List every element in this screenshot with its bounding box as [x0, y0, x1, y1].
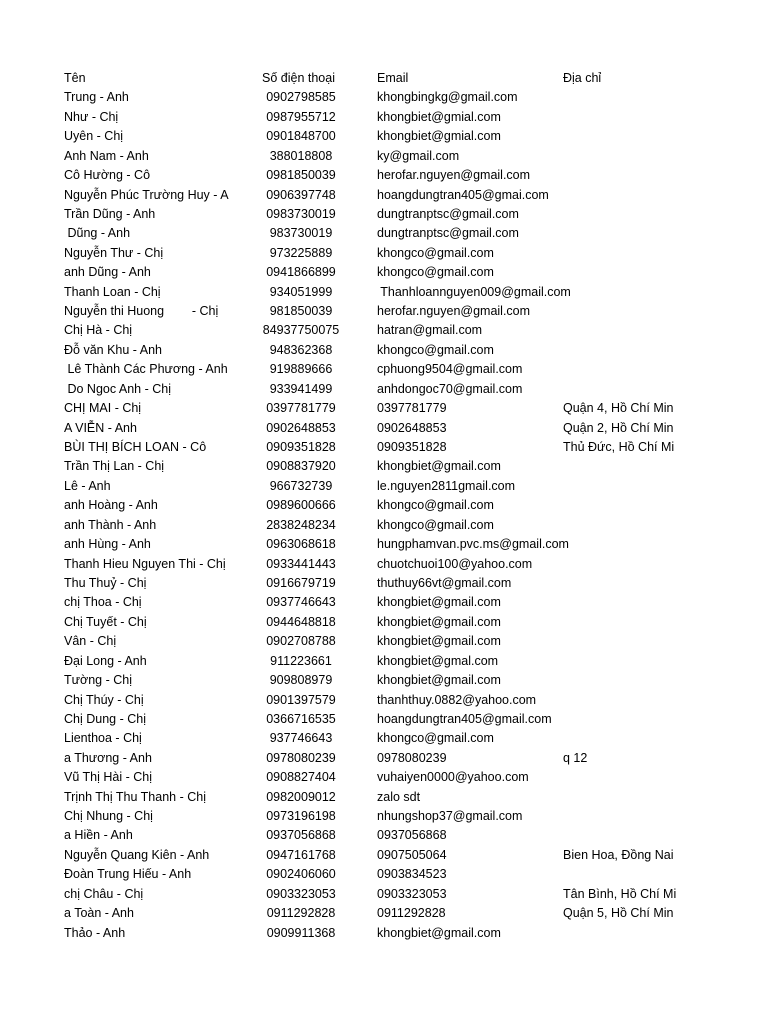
table-row — [64, 205, 519, 224]
table-row — [64, 496, 494, 515]
cell-name: a Hiền - Anh — [64, 828, 133, 843]
cell-name: Lienthoa - Chị — [64, 731, 142, 746]
cell-name: Thanh Hieu Nguyen Thi - Chị — [64, 556, 226, 571]
cell-address: Bien Hoa, Đồng Nai — [563, 847, 674, 862]
cell-email: 0911292828 — [377, 906, 446, 921]
table-row — [64, 438, 675, 457]
cell-email: khongbiet@gmial.com — [377, 109, 501, 124]
cell-phone: 0978080239 — [266, 750, 336, 765]
table-row — [64, 457, 501, 476]
cell-name: Chị Thúy - Chị — [64, 692, 144, 707]
cell-phone: 933941499 — [269, 381, 333, 396]
cell-email: khongco@gmail.com — [377, 342, 494, 357]
cell-name: chị Châu - Chị — [64, 886, 144, 901]
cell-email: khongbiet@gmail.com — [377, 459, 501, 474]
cell-name: Lê - Anh — [64, 478, 111, 493]
cell-name: Chị Nhung - Chị — [64, 809, 153, 824]
cell-phone: 0902648853 — [266, 420, 336, 435]
table-row — [64, 749, 588, 768]
cell-email: khongbiet@gmail.com — [377, 614, 501, 629]
cell-name: Vũ Thị Hài - Chị — [64, 770, 152, 785]
cell-email: khongco@gmail.com — [377, 498, 494, 513]
cell-email: khongco@gmail.com — [377, 517, 494, 532]
cell-email: vuhaiyen0000@yahoo.com — [377, 770, 529, 785]
cell-email: khongbiet@gmail.com — [377, 925, 501, 940]
cell-name: Anh Nam - Anh — [64, 148, 149, 163]
table-row — [64, 632, 501, 651]
cell-phone: 0989600666 — [266, 498, 336, 513]
cell-name: Thanh Loan - Chị — [64, 284, 161, 299]
table-row — [64, 321, 483, 340]
cell-phone: 0909911368 — [266, 925, 336, 940]
table-row — [64, 768, 529, 787]
table-row — [64, 380, 523, 399]
cell-phone: 966732739 — [269, 478, 333, 493]
cell-name: Trịnh Thị Thu Thanh - Chị — [64, 789, 206, 804]
cell-email: dungtranptsc@gmail.com — [377, 226, 519, 241]
cell-phone: 0916679719 — [266, 575, 336, 590]
header-email: Email — [377, 71, 409, 85]
cell-email: nhungshop37@gmail.com — [377, 809, 523, 824]
table-row — [64, 283, 571, 302]
table-row — [64, 729, 494, 748]
cell-email: hoangdungtran405@gmail.com — [377, 711, 552, 726]
cell-address: Quận 5, Hồ Chí Min — [563, 906, 674, 921]
cell-phone: 0906397748 — [266, 187, 336, 202]
table-row — [64, 710, 552, 729]
cell-phone: 0963068618 — [266, 537, 336, 552]
cell-address: Quận 4, Hồ Chí Min — [563, 401, 674, 416]
cell-address: q 12 — [563, 750, 588, 765]
cell-email: 0907505064 — [377, 847, 447, 862]
cell-name: Chị Tuyết - Chị — [64, 614, 147, 629]
cell-name: Trần Thị Lan - Chị — [64, 459, 165, 474]
cell-email: le.nguyen2811gmail.com — [377, 478, 516, 493]
table-row — [64, 885, 677, 904]
table-row — [64, 341, 494, 360]
cell-email: khongbiet@gmail.com — [377, 673, 501, 688]
cell-email: khongco@gmail.com — [377, 731, 494, 746]
cell-name: Nguyễn Phúc Trường Huy - A — [64, 187, 229, 202]
cell-name: Lê Thành Các Phương - Anh — [64, 362, 228, 377]
cell-email: thuthuy66vt@gmail.com — [377, 575, 512, 590]
cell-email: 0978080239 — [377, 750, 447, 765]
table-row — [64, 826, 447, 845]
cell-email: 0903323053 — [377, 886, 447, 901]
cell-name: chị Thoa - Chị — [64, 595, 142, 610]
cell-name: A VIỄN - Anh — [64, 420, 137, 435]
cell-phone: 0901397579 — [266, 692, 336, 707]
cell-phone: 0941866899 — [266, 265, 336, 280]
table-row — [64, 127, 501, 146]
table-row — [64, 691, 537, 710]
header-row — [64, 69, 602, 88]
table-row — [64, 865, 447, 884]
cell-phone: 0987955712 — [266, 109, 336, 124]
table-row — [64, 516, 494, 535]
cell-phone: 0983730019 — [266, 206, 336, 221]
cell-email: cphuong9504@gmail.com — [377, 362, 523, 377]
cell-name: Đỗ văn Khu - Anh — [64, 342, 162, 357]
header-phone: Số điện thoại — [262, 71, 335, 85]
cell-name: Trung - Anh — [64, 90, 129, 105]
cell-phone: 0937746643 — [266, 595, 336, 610]
cell-name: a Toàn - Anh — [64, 906, 134, 921]
cell-name: Thu Thuỷ - Chị — [64, 575, 147, 590]
cell-name: Đoàn Trung Hiếu - Anh — [64, 867, 192, 882]
cell-name: Chị Dung - Chị — [64, 711, 146, 726]
cell-email: 0937056868 — [377, 828, 447, 843]
table-row — [64, 904, 674, 923]
cell-email: hungphamvan.pvc.ms@gmail.com — [377, 537, 569, 552]
cell-email: zalo sdt — [377, 789, 421, 804]
cell-phone: 911223661 — [270, 653, 332, 668]
cell-email: ky@gmail.com — [377, 148, 460, 163]
cell-phone: 388018808 — [269, 148, 333, 163]
table-row — [64, 652, 499, 671]
table-row — [64, 613, 501, 632]
cell-email: chuotchuoi100@yahoo.com — [377, 556, 533, 571]
table-row — [64, 399, 674, 418]
cell-name: Chị Hà - Chị — [64, 323, 133, 338]
cell-phone: 909808979 — [269, 673, 333, 688]
cell-address: Tân Bình, Hồ Chí Mi — [563, 886, 677, 901]
contact-table — [64, 69, 677, 943]
cell-name: anh Hùng - Anh — [64, 537, 151, 552]
cell-phone: 0397781779 — [266, 401, 336, 416]
cell-name: a Thương - Anh — [64, 750, 152, 765]
cell-phone: 0908827404 — [266, 770, 336, 785]
cell-phone: 0973196198 — [266, 809, 336, 824]
cell-address: Quận 2, Hồ Chí Min — [563, 420, 674, 435]
cell-name: Như - Chị — [64, 109, 119, 124]
header-name: Tên — [64, 71, 86, 85]
cell-email: khongbiet@gmal.com — [377, 653, 499, 668]
cell-phone: 0982009012 — [266, 789, 336, 804]
table-row — [64, 244, 494, 263]
cell-email: khongco@gmail.com — [377, 245, 494, 260]
cell-email: dungtranptsc@gmail.com — [377, 206, 519, 221]
cell-phone: 0947161768 — [266, 847, 336, 862]
cell-name: Trần Dũng - Anh — [64, 206, 156, 221]
cell-name: CHỊ MAI - Chị — [64, 401, 142, 416]
cell-phone: 0902708788 — [266, 634, 336, 649]
cell-phone: 0944648818 — [266, 614, 336, 629]
table-row — [64, 186, 549, 205]
cell-phone: 0981850039 — [266, 168, 336, 183]
cell-name: anh Hoàng - Anh — [64, 498, 158, 513]
cell-name: Vân - Chị — [64, 634, 117, 649]
cell-name: Nguyễn Quang Kiên - Anh — [64, 847, 210, 862]
cell-phone: 0902798585 — [266, 90, 336, 105]
cell-email: 0397781779 — [377, 401, 447, 416]
cell-name: anh Dũng - Anh — [64, 265, 151, 280]
table-row — [64, 593, 501, 612]
cell-phone: 0909351828 — [266, 440, 336, 455]
table-row — [64, 166, 531, 185]
table-row — [64, 807, 523, 826]
cell-phone: 0911292828 — [266, 906, 336, 921]
cell-phone: 0937056868 — [266, 828, 336, 843]
table-row — [64, 788, 421, 807]
cell-email: 0903834523 — [377, 867, 447, 882]
cell-email: hatran@gmail.com — [377, 323, 483, 338]
cell-email: herofar.nguyen@gmail.com — [377, 168, 531, 183]
cell-email: khongbiet@gmail.com — [377, 634, 501, 649]
table-row — [64, 108, 501, 127]
cell-name: Nguyễn Thư - Chị — [64, 245, 164, 260]
cell-address: Thủ Đức, Hồ Chí Mi — [563, 440, 675, 455]
cell-name: Thảo - Anh — [64, 925, 126, 940]
table-row — [64, 671, 501, 690]
cell-email: khongco@gmail.com — [377, 265, 494, 280]
table-row — [64, 477, 516, 496]
cell-name: anh Thành - Anh — [64, 517, 157, 532]
cell-email: khongbingkg@gmail.com — [377, 90, 518, 105]
table-row — [64, 360, 523, 379]
cell-name: Cô Hường - Cô — [64, 168, 151, 183]
cell-phone: 84937750075 — [262, 323, 340, 338]
cell-email: 0909351828 — [377, 440, 447, 455]
cell-phone: 934051999 — [269, 284, 333, 299]
cell-phone: 0908837920 — [266, 459, 336, 474]
cell-phone: 0933441443 — [266, 556, 336, 571]
cell-phone: 2838248234 — [266, 517, 336, 532]
table-row — [64, 302, 531, 321]
header-address: Địa chỉ — [563, 71, 602, 85]
table-body — [64, 88, 677, 943]
cell-name: Dũng - Anh — [64, 226, 131, 241]
cell-email: khongbiet@gmail.com — [377, 595, 501, 610]
table-row — [64, 147, 460, 166]
cell-name: Nguyễn thi Huong - Chị — [64, 304, 219, 319]
cell-name: Tường - Chị — [64, 673, 132, 688]
cell-phone: 983730019 — [269, 226, 333, 241]
table-row — [64, 224, 519, 243]
cell-name: BÙI THỊ BÍCH LOAN - Cô — [64, 440, 207, 455]
cell-email: anhdongoc70@gmail.com — [377, 381, 523, 396]
cell-phone: 0366716535 — [266, 711, 336, 726]
cell-phone: 0901848700 — [266, 129, 336, 144]
cell-email: 0902648853 — [377, 420, 447, 435]
table-row — [64, 88, 518, 107]
cell-phone: 981850039 — [269, 304, 333, 319]
cell-name: Uyên - Chị — [64, 129, 124, 144]
cell-phone: 937746643 — [269, 731, 333, 746]
cell-phone: 948362368 — [269, 342, 333, 357]
table-row — [64, 419, 674, 438]
cell-email: thanhthuy.0882@yahoo.com — [377, 692, 537, 707]
cell-phone: 973225889 — [269, 245, 333, 260]
table-row — [64, 555, 533, 574]
cell-phone: 919889666 — [269, 362, 333, 377]
cell-phone: 0902406060 — [266, 867, 336, 882]
cell-email: Thanhloannguyen009@gmail.com — [377, 284, 571, 299]
table-row — [64, 924, 501, 943]
cell-email: khongbiet@gmial.com — [377, 129, 501, 144]
cell-name: Do Ngoc Anh - Chị — [64, 381, 171, 396]
table-row — [64, 263, 494, 282]
cell-email: herofar.nguyen@gmail.com — [377, 304, 531, 319]
cell-email: hoangdungtran405@gmai.com — [377, 187, 549, 202]
cell-phone: 0903323053 — [266, 886, 336, 901]
table-row — [64, 574, 512, 593]
table-row — [64, 846, 674, 865]
table-row — [64, 535, 569, 554]
cell-name: Đại Long - Anh — [64, 653, 147, 668]
